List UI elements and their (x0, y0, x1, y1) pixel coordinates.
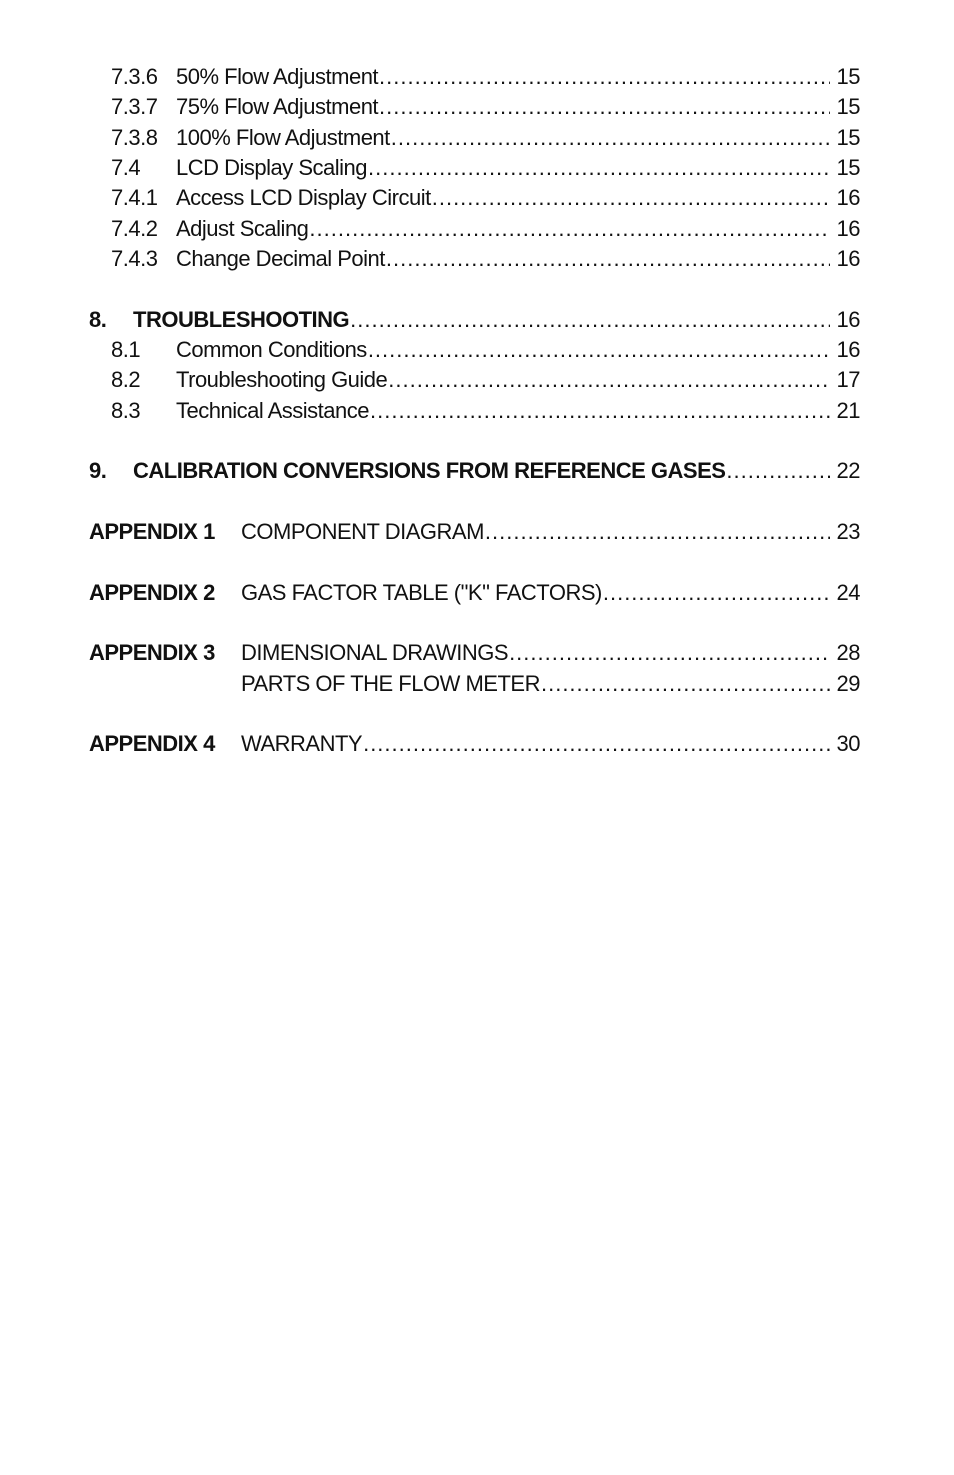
toc-entry-title: DIMENSIONAL DRAWINGS (241, 640, 509, 665)
toc-entry-number: APPENDIX 1 (89, 519, 215, 544)
toc-entry-title: 100% Flow Adjustment (176, 125, 390, 150)
toc-dot-leader (363, 729, 830, 759)
toc-entry-appendix-3[interactable] (89, 638, 860, 668)
toc-entry-page: 16 (836, 216, 860, 241)
toc-entry-page: 16 (836, 185, 860, 210)
toc-entry-8-1[interactable] (111, 335, 860, 365)
toc-dot-leader (309, 214, 830, 244)
toc-entry-number: 7.4.3 (111, 246, 158, 271)
toc-entry-page: 24 (836, 580, 860, 605)
toc-dot-leader (541, 669, 830, 699)
toc-dot-leader (603, 578, 830, 608)
toc-entry-title: Troubleshooting Guide (176, 367, 388, 392)
toc-entry-page: 15 (836, 64, 860, 89)
toc-entry-8-2[interactable] (111, 365, 860, 395)
toc-dot-leader (370, 396, 830, 426)
toc-entry-title: PARTS OF THE FLOW METER (241, 671, 540, 696)
toc-dot-leader (368, 335, 830, 365)
toc-entry-appendix-2[interactable] (89, 578, 860, 608)
toc-dot-leader (379, 92, 830, 122)
toc-entry-title: 50% Flow Adjustment (176, 64, 379, 89)
toc-entry-number: 8.1 (111, 337, 141, 362)
toc-dot-leader (368, 153, 830, 183)
toc-entry-parts-of-flow-meter[interactable] (89, 669, 860, 699)
toc-entry-page: 23 (836, 519, 860, 544)
toc-entry-number: 7.3.6 (111, 64, 158, 89)
toc-entry-title: Change Decimal Point (176, 246, 385, 271)
toc-entry-page: 15 (836, 125, 860, 150)
toc-entry-page: 22 (836, 458, 860, 483)
toc-entry-7-3-8[interactable] (111, 123, 860, 153)
toc-entry-7-4-1[interactable] (111, 183, 860, 213)
toc-entry-page: 16 (836, 307, 860, 332)
toc-entry-title: Common Conditions (176, 337, 367, 362)
toc-entry-title: WARRANTY (241, 731, 363, 756)
toc-entry-appendix-1[interactable] (89, 517, 860, 547)
toc-entry-7-4-2[interactable] (111, 214, 860, 244)
toc-entry-page: 17 (836, 367, 860, 392)
toc-dot-leader (391, 123, 830, 153)
toc-entry-page: 30 (836, 731, 860, 756)
toc-entry-number: 8.3 (111, 398, 141, 423)
toc-entry-appendix-4[interactable] (89, 729, 860, 759)
toc-entry-number: 8. (89, 307, 107, 332)
toc-entry-7-3-7[interactable] (111, 92, 860, 122)
toc-entry-number: APPENDIX 3 (89, 640, 215, 665)
toc-entry-page: 28 (836, 640, 860, 665)
toc-dot-leader (379, 62, 830, 92)
toc-entry-title: Technical Assistance (176, 398, 369, 423)
toc-entry-title: 75% Flow Adjustment (176, 94, 379, 119)
toc-entry-page: 16 (836, 337, 860, 362)
toc-entry-number: 7.4.2 (111, 216, 158, 241)
toc-entry-number: 8.2 (111, 367, 141, 392)
toc-entry-section-9[interactable] (89, 456, 860, 486)
toc-entry-number: 9. (89, 458, 107, 483)
toc-dot-leader (485, 517, 830, 547)
toc-entry-number: 7.4.1 (111, 185, 158, 210)
toc-entry-title: Adjust Scaling (176, 216, 309, 241)
toc-dot-leader (432, 183, 830, 213)
toc-dot-leader (386, 244, 830, 274)
toc-entry-title: Access LCD Display Circuit (176, 185, 431, 210)
toc-dot-leader (388, 365, 830, 395)
toc-entry-8-3[interactable] (111, 396, 860, 426)
toc-dot-leader (509, 638, 830, 668)
toc-entry-number: 7.3.7 (111, 94, 158, 119)
toc-entry-page: 21 (836, 398, 860, 423)
toc-entry-number: 7.4 (111, 155, 141, 180)
toc-entry-7-3-6[interactable] (111, 62, 860, 92)
toc-entry-page: 29 (836, 671, 860, 696)
toc-entry-title: GAS FACTOR TABLE ("K" FACTORS) (241, 580, 602, 605)
toc-entry-title: TROUBLESHOOTING (133, 307, 350, 332)
toc-entry-page: 15 (836, 155, 860, 180)
toc-entry-title: COMPONENT DIAGRAM (241, 519, 484, 544)
toc-entry-title: CALIBRATION CONVERSIONS FROM REFERENCE GASES (133, 458, 726, 483)
toc-entry-page: 16 (836, 246, 860, 271)
toc-entry-7-4-3[interactable] (111, 244, 860, 274)
toc-entry-number: APPENDIX 4 (89, 731, 215, 756)
toc-entry-page: 15 (836, 94, 860, 119)
toc-entry-number: APPENDIX 2 (89, 580, 215, 605)
toc-entry-title: LCD Display Scaling (176, 155, 368, 180)
toc-entry-number: 7.3.8 (111, 125, 158, 150)
toc-dot-leader (726, 456, 830, 486)
toc-entry-7-4[interactable] (111, 153, 860, 183)
toc-dot-leader (350, 305, 830, 335)
toc-entry-section-8[interactable] (89, 305, 860, 335)
